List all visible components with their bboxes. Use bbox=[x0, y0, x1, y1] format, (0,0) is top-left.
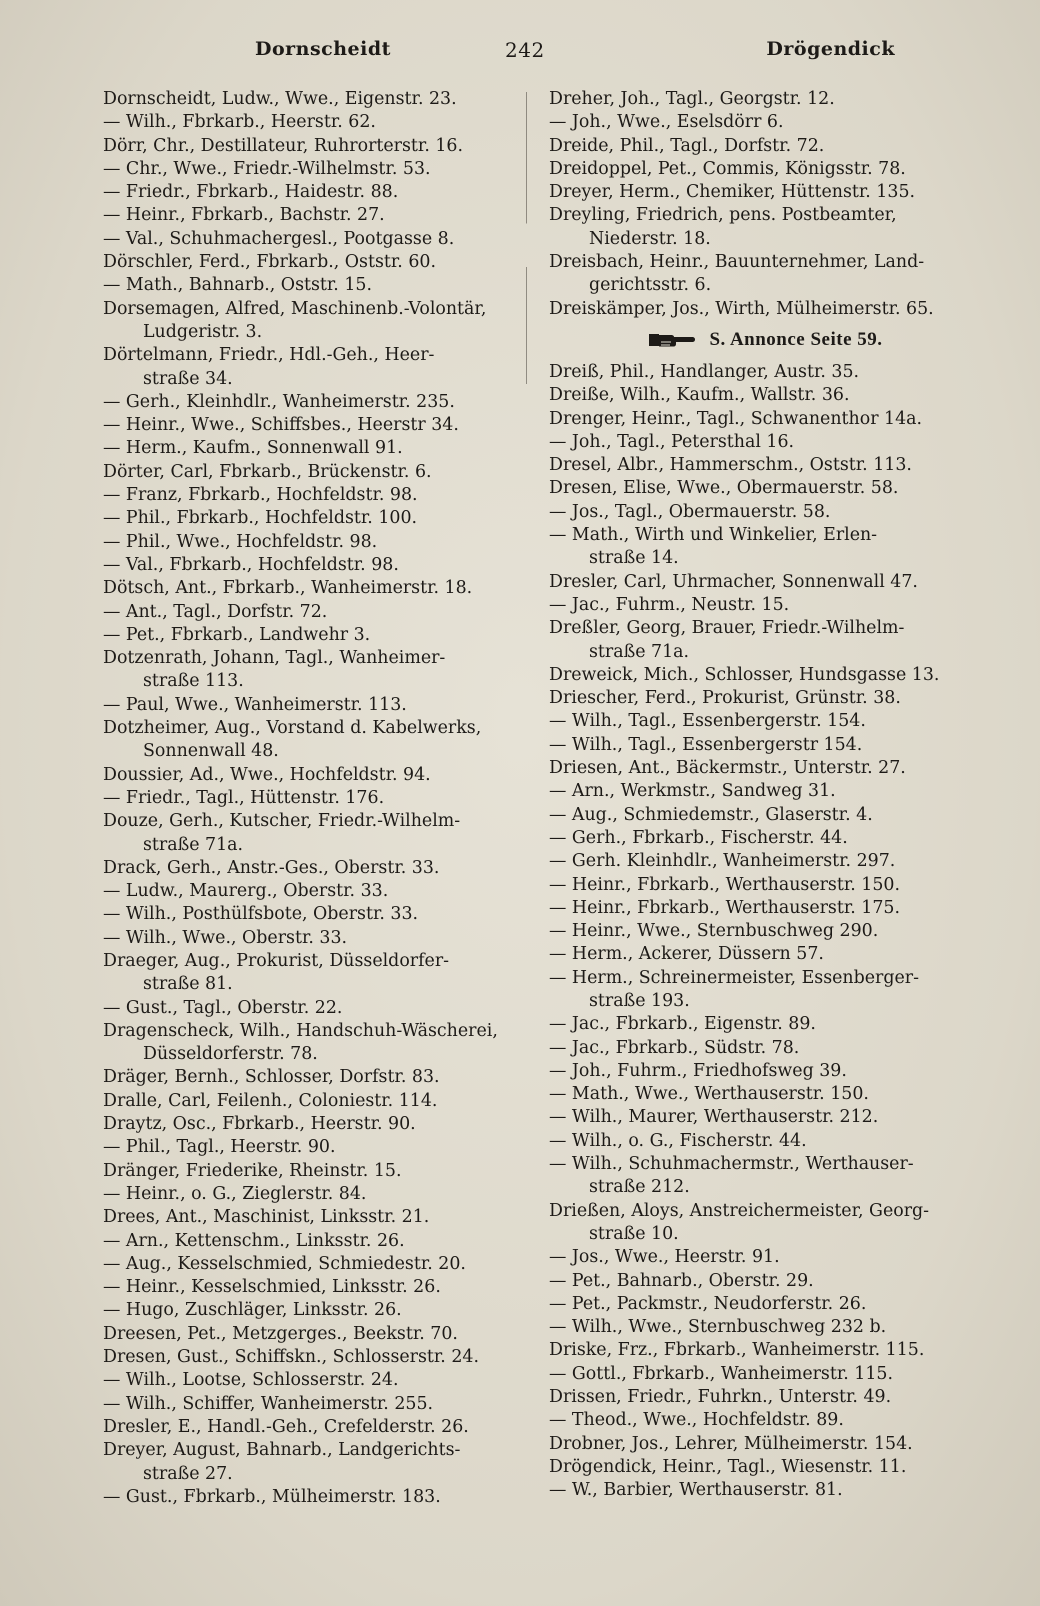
directory-entry: — Jos., Wwe., Heerstr. 91. bbox=[549, 1247, 780, 1268]
column-divider bbox=[526, 92, 527, 1552]
directory-entry: Dreiskämper, Jos., Wirth, Mülheimerstr. 65. bbox=[549, 298, 934, 319]
directory-entry: — Friedr., Tagl., Hüttenstr. 176. bbox=[103, 787, 385, 808]
directory-entry: — Pet., Fbrkarb., Landwehr 3. bbox=[103, 624, 371, 645]
entry-continuation: straße 34. bbox=[143, 368, 233, 389]
directory-entry: — Wilh., o. G., Fischerstr. 44. bbox=[549, 1130, 807, 1151]
directory-entry: Dragenscheck, Wilh., Handschuh-Wäscherei, bbox=[103, 1020, 498, 1041]
directory-entry: — Phil., Wwe., Hochfeldstr. 98. bbox=[103, 531, 378, 552]
directory-entry: — Theod., Wwe., Hochfeldstr. 89. bbox=[549, 1410, 844, 1431]
directory-entry: Dreiß, Phil., Handlanger, Austr. 35. bbox=[549, 361, 860, 382]
entry-continuation: Düsseldorferstr. 78. bbox=[143, 1044, 318, 1065]
directory-entry: Dreidoppel, Pet., Commis, Königsstr. 78. bbox=[549, 158, 906, 179]
directory-entry: Dörter, Carl, Fbrkarb., Brückenstr. 6. bbox=[103, 461, 432, 482]
directory-entry: — Val., Schuhmachergesl., Pootgasse 8. bbox=[103, 228, 455, 249]
directory-entry: Dörr, Chr., Destillateur, Ruhrorterstr. 16. bbox=[103, 135, 464, 156]
entry-continuation: straße 81. bbox=[143, 974, 233, 995]
pointing-hand-icon bbox=[647, 329, 697, 351]
entry-continuation: gerichtsstr. 6. bbox=[589, 275, 712, 296]
page-number: 242 bbox=[505, 38, 545, 62]
directory-entry: Dreesen, Pet., Metzgerges., Beekstr. 70. bbox=[103, 1323, 458, 1344]
entry-continuation: straße 71a. bbox=[589, 641, 690, 662]
directory-entry: — Franz, Fbrkarb., Hochfeldstr. 98. bbox=[103, 485, 418, 506]
directory-entry: — Wilh., Maurer, Werthauserstr. 212. bbox=[549, 1107, 879, 1128]
directory-entry: Drießen, Aloys, Anstreichermeister, Georg- bbox=[549, 1200, 930, 1221]
directory-entry: — Heinr., Fbrkarb., Bachstr. 27. bbox=[103, 205, 385, 226]
entry-continuation: straße 212. bbox=[589, 1177, 690, 1198]
directory-entry: Drack, Gerh., Anstr.-Ges., Oberstr. 33. bbox=[103, 857, 440, 878]
directory-entry: — Gerh. Kleinhdlr., Wanheimerstr. 297. bbox=[549, 851, 896, 872]
directory-entry: — Heinr., Wwe., Sternbuschweg 290. bbox=[549, 921, 879, 942]
directory-entry: — Phil., Tagl., Heerstr. 90. bbox=[103, 1137, 336, 1158]
directory-entry: — Wilh., Posthülfsbote, Oberstr. 33. bbox=[103, 904, 419, 925]
directory-entry: — Wilh., Tagl., Essenbergerstr 154. bbox=[549, 734, 863, 755]
directory-entry: Dresler, E., Handl.-Geh., Crefelderstr. 26. bbox=[103, 1416, 469, 1437]
entry-continuation: Sonnenwall 48. bbox=[143, 741, 279, 762]
directory-entry: — Gottl., Fbrkarb., Wanheimerstr. 115. bbox=[549, 1363, 894, 1384]
directory-entry: — Herm., Ackerer, Düssern 57. bbox=[549, 944, 824, 965]
directory-entry: — Heinr., o. G., Zieglerstr. 84. bbox=[103, 1183, 367, 1204]
entry-continuation: straße 27. bbox=[143, 1463, 233, 1484]
directory-entry: Dreiße, Wilh., Kaufm., Wallstr. 36. bbox=[549, 385, 850, 406]
directory-entry: — Hugo, Zuschläger, Linksstr. 26. bbox=[103, 1300, 402, 1321]
directory-entry: Dralle, Carl, Feilenh., Coloniestr. 114. bbox=[103, 1090, 438, 1111]
directory-entry: Driescher, Ferd., Prokurist, Grünstr. 38. bbox=[549, 688, 901, 709]
directory-entry: — Arn., Kettenschm., Linksstr. 26. bbox=[103, 1230, 405, 1251]
directory-entry: Dörtelmann, Friedr., Hdl.-Geh., Heer- bbox=[103, 345, 435, 366]
directory-entry: — Gust., Fbrkarb., Mülheimerstr. 183. bbox=[103, 1486, 441, 1507]
directory-entry: — Aug., Schmiedemstr., Glaserstr. 4. bbox=[549, 804, 873, 825]
directory-entry: — Jac., Fbrkarb., Eigenstr. 89. bbox=[549, 1014, 816, 1035]
annonce-text: S. Annonce Seite 59. bbox=[709, 329, 883, 351]
directory-entry: — Heinr., Fbrkarb., Werthauserstr. 150. bbox=[549, 874, 901, 895]
directory-entry: Driske, Frz., Fbrkarb., Wanheimerstr. 115. bbox=[549, 1340, 925, 1361]
directory-entry: Drögendick, Heinr., Tagl., Wiesenstr. 11. bbox=[549, 1456, 907, 1477]
directory-entry: Dotzenrath, Johann, Tagl., Wanheimer- bbox=[103, 648, 446, 669]
directory-entry: — Gerh., Kleinhdlr., Wanheimerstr. 235. bbox=[103, 391, 455, 412]
annonce-reference bbox=[549, 325, 981, 355]
header-left-keyword: Dornscheidt bbox=[255, 38, 391, 60]
directory-entry: Drees, Ant., Maschinist, Linksstr. 21. bbox=[103, 1207, 430, 1228]
directory-entry: Dränger, Friederike, Rheinstr. 15. bbox=[103, 1160, 402, 1181]
right-column bbox=[549, 88, 981, 1503]
directory-entry: — Math., Bahnarb., Oststr. 15. bbox=[103, 275, 373, 296]
directory-entry: Drobner, Jos., Lehrer, Mülheimerstr. 154. bbox=[549, 1433, 913, 1454]
directory-entry: Dresen, Elise, Wwe., Obermauerstr. 58. bbox=[549, 478, 899, 499]
directory-entry: Dräger, Bernh., Schlosser, Dorfstr. 83. bbox=[103, 1067, 440, 1088]
directory-entry: Dreher, Joh., Tagl., Georgstr. 12. bbox=[549, 89, 835, 109]
entry-continuation: straße 193. bbox=[589, 990, 690, 1011]
directory-entry: — Heinr., Fbrkarb., Werthauserstr. 175. bbox=[549, 897, 901, 918]
directory-entry: — Friedr., Fbrkarb., Haidestr. 88. bbox=[103, 182, 399, 203]
entry-continuation: straße 113. bbox=[143, 671, 244, 692]
directory-entry: Draeger, Aug., Prokurist, Düsseldorfer- bbox=[103, 950, 450, 971]
directory-entry: — Heinr., Kesselschmied, Linksstr. 26. bbox=[103, 1277, 441, 1298]
directory-entry: Dotzheimer, Aug., Vorstand d. Kabelwerks, bbox=[103, 718, 482, 739]
left-column bbox=[103, 88, 511, 1509]
right-column-top-entries bbox=[549, 88, 981, 321]
directory-entry: — Wilh., Lootse, Schlosserstr. 24. bbox=[103, 1370, 399, 1391]
entry-continuation: straße 10. bbox=[589, 1223, 679, 1244]
directory-entry: Dornscheidt, Ludw., Wwe., Eigenstr. 23. bbox=[103, 89, 457, 109]
directory-entry: Dreweick, Mich., Schlosser, Hundsgasse 13. bbox=[549, 664, 940, 685]
directory-entry: Dreyer, Herm., Chemiker, Hüttenstr. 135. bbox=[549, 182, 916, 203]
directory-entry: Doussier, Ad., Wwe., Hochfeldstr. 94. bbox=[103, 764, 431, 785]
directory-entry: — Wilh., Schuhmachermstr., Werthauser- bbox=[549, 1154, 914, 1175]
directory-entry: — Joh., Fuhrm., Friedhofsweg 39. bbox=[549, 1060, 847, 1081]
directory-entry: — Wilh., Schiffer, Wanheimerstr. 255. bbox=[103, 1393, 434, 1414]
directory-entry: Dorsemagen, Alfred, Maschinenb.-Volontär, bbox=[103, 298, 487, 319]
page-header bbox=[100, 38, 965, 72]
directory-entry: Dresel, Albr., Hammerschm., Oststr. 113. bbox=[549, 455, 912, 476]
entry-continuation: Niederstr. 18. bbox=[589, 228, 711, 249]
directory-entry: — Jac., Fuhrm., Neustr. 15. bbox=[549, 594, 790, 615]
directory-entry: Drenger, Heinr., Tagl., Schwanenthor 14a. bbox=[549, 408, 923, 429]
directory-entry: Dreyer, August, Bahnarb., Landgerichts- bbox=[103, 1440, 461, 1461]
directory-entry: — Jos., Tagl., Obermauerstr. 58. bbox=[549, 501, 831, 522]
directory-entry: Dörschler, Ferd., Fbrkarb., Oststr. 60. bbox=[103, 252, 436, 273]
directory-entry: — Herm., Kaufm., Sonnenwall 91. bbox=[103, 438, 403, 459]
entry-continuation: straße 14. bbox=[589, 548, 679, 569]
directory-entry: Draytz, Osc., Fbrkarb., Heerstr. 90. bbox=[103, 1114, 416, 1135]
directory-entry: Douze, Gerh., Kutscher, Friedr.-Wilhelm- bbox=[103, 811, 461, 832]
directory-entry: Dresen, Gust., Schiffskn., Schlosserstr. 24. bbox=[103, 1347, 479, 1368]
directory-entry: Dreßler, Georg, Brauer, Friedr.-Wilhelm- bbox=[549, 618, 905, 639]
directory-entry: — Wilh., Tagl., Essenbergerstr. 154. bbox=[549, 711, 866, 732]
directory-entry: — Wilh., Fbrkarb., Heerstr. 62. bbox=[103, 112, 376, 133]
directory-entry: — Arn., Werkmstr., Sandweg 31. bbox=[549, 781, 836, 802]
directory-entry: Dreide, Phil., Tagl., Dorfstr. 72. bbox=[549, 135, 825, 156]
directory-entry: — Ludw., Maurerg., Oberstr. 33. bbox=[103, 881, 389, 902]
entry-continuation: straße 71a. bbox=[143, 834, 244, 855]
directory-entry: — Val., Fbrkarb., Hochfeldstr. 98. bbox=[103, 554, 399, 575]
directory-entry: — Aug., Kesselschmied, Schmiedestr. 20. bbox=[103, 1253, 466, 1274]
directory-entry: — Joh., Tagl., Petersthal 16. bbox=[549, 431, 795, 452]
directory-entry: Drissen, Friedr., Fuhrkn., Unterstr. 49. bbox=[549, 1387, 892, 1408]
directory-entry: Dresler, Carl, Uhrmacher, Sonnenwall 47. bbox=[549, 571, 918, 592]
directory-entry: — Heinr., Wwe., Schiffsbes., Heerstr 34. bbox=[103, 415, 459, 436]
header-right-keyword: Drögendick bbox=[766, 38, 895, 60]
directory-entry: Dreisbach, Heinr., Bauunternehmer, Land- bbox=[549, 252, 925, 273]
directory-entry: — Gerh., Fbrkarb., Fischerstr. 44. bbox=[549, 827, 848, 848]
directory-entry: — Math., Wwe., Werthauserstr. 150. bbox=[549, 1084, 869, 1105]
directory-entry: — Paul, Wwe., Wanheimerstr. 113. bbox=[103, 694, 407, 715]
right-column-bottom-entries bbox=[549, 361, 981, 1503]
directory-entry: — Joh., Wwe., Eselsdörr 6. bbox=[549, 112, 784, 133]
directory-entry: — Chr., Wwe., Friedr.-Wilhelmstr. 53. bbox=[103, 158, 431, 179]
directory-entry: — Ant., Tagl., Dorfstr. 72. bbox=[103, 601, 328, 622]
directory-entry: — W., Barbier, Werthauserstr. 81. bbox=[549, 1480, 843, 1501]
directory-entry: — Wilh., Wwe., Oberstr. 33. bbox=[103, 927, 348, 948]
directory-entry: Driesen, Ant., Bäckermstr., Unterstr. 27. bbox=[549, 758, 906, 779]
directory-entry: — Herm., Schreinermeister, Essenberger- bbox=[549, 967, 919, 988]
directory-entry: Dötsch, Ant., Fbrkarb., Wanheimerstr. 18. bbox=[103, 578, 473, 599]
directory-entry: — Phil., Fbrkarb., Hochfeldstr. 100. bbox=[103, 508, 418, 529]
directory-entry: — Math., Wirth und Winkelier, Erlen- bbox=[549, 525, 878, 546]
directory-entry: Dreyling, Friedrich, pens. Postbeamter, bbox=[549, 205, 897, 226]
directory-entry: — Pet., Packmstr., Neudorferstr. 26. bbox=[549, 1293, 867, 1314]
directory-entry: — Jac., Fbrkarb., Südstr. 78. bbox=[549, 1037, 800, 1058]
directory-entry: — Gust., Tagl., Oberstr. 22. bbox=[103, 997, 343, 1018]
directory-entry: — Pet., Bahnarb., Oberstr. 29. bbox=[549, 1270, 814, 1291]
entry-continuation: Ludgeristr. 3. bbox=[143, 321, 263, 342]
directory-entry: — Wilh., Wwe., Sternbuschweg 232 b. bbox=[549, 1317, 887, 1338]
